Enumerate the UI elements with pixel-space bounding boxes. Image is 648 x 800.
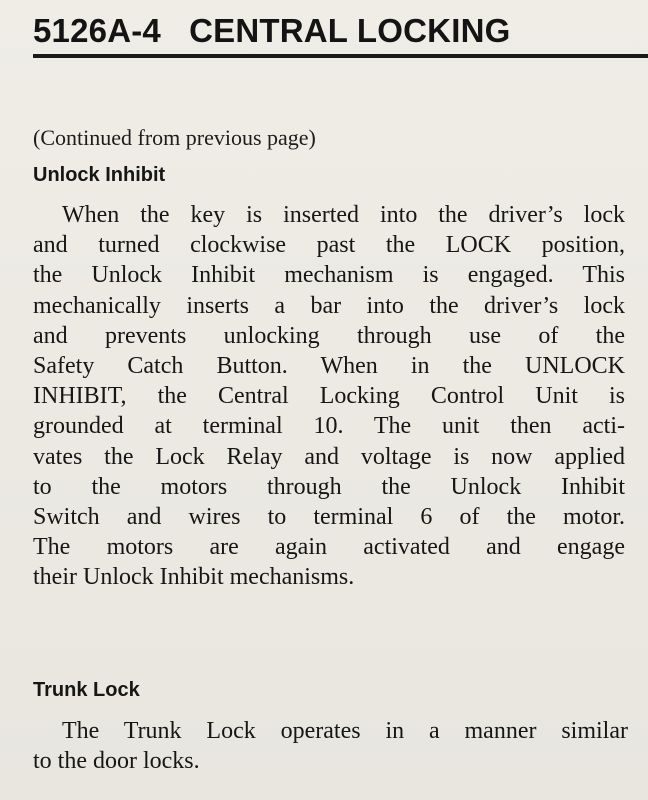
text-line: vates the Lock Relay and voltage is now applied: [33, 443, 625, 470]
page-header: [33, 8, 648, 58]
text-line: and turned clockwise past the LOCK position,: [33, 232, 625, 259]
section-paragraph-unlock-inhibit: [33, 200, 625, 592]
text-line: to the door locks.: [33, 748, 200, 775]
header-rule: [33, 54, 648, 58]
text-line: The Trunk Lock operates in a manner similar: [62, 718, 628, 744]
text-line: and prevents unlocking through use of the: [33, 322, 625, 349]
section-paragraph-trunk-lock: [33, 716, 628, 776]
text-line: When the key is inserted into the driver’s lock: [62, 202, 625, 228]
text-line: Safety Catch Button. When in the UNLOCK: [33, 352, 625, 379]
section-heading-unlock-inhibit: Unlock Inhibit: [33, 164, 166, 186]
text-line: to the motors through the Unlock Inhibit: [33, 473, 625, 500]
section-heading-trunk-lock: Trunk Lock: [33, 679, 140, 701]
continued-note: (Continued from previous page): [33, 125, 316, 150]
text-line: Switch and wires to terminal 6 of the motor.: [33, 503, 625, 530]
text-line: their Unlock Inhibit mechanisms.: [33, 564, 355, 591]
text-line: mechanically inserts a bar into the driver’s lock: [33, 292, 625, 319]
text-line: The motors are again activated and engage: [33, 534, 625, 561]
text-line: the Unlock Inhibit mechanism is engaged. This: [33, 262, 625, 289]
page-title: 5126A-4 CENTRAL LOCKING: [33, 12, 511, 49]
text-line: INHIBIT, the Central Locking Control Unit is: [33, 383, 625, 410]
text-line: grounded at terminal 10. The unit then acti-: [33, 413, 625, 440]
